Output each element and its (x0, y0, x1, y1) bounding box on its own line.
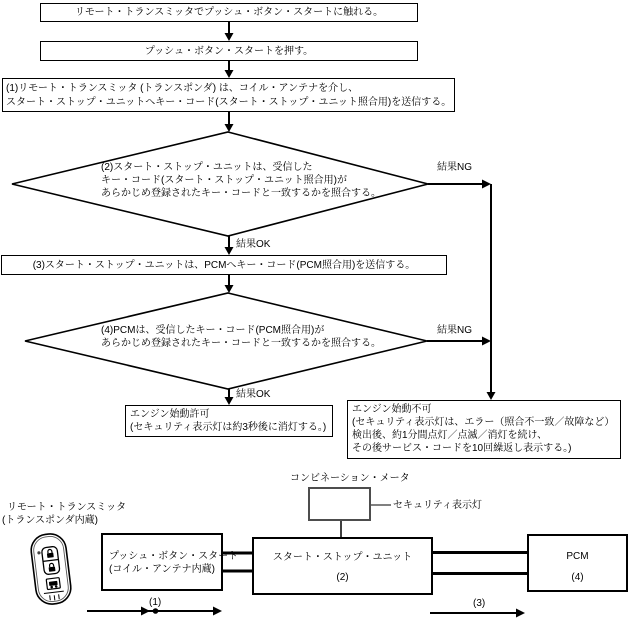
process-box-step3-text: (3)スタート・ストップ・ユニットは、PCMへキー・コード(PCM照合用)を送信する。 (32, 259, 416, 271)
push-button-start-box (101, 533, 239, 591)
start-stop-unit-number: (2) (336, 572, 349, 583)
push-button-start-line2: (コイル・アンテナ内蔵) (109, 564, 215, 575)
decision-step2-line2: キー・コード(スタート・ストップ・ユニット照合用)が (101, 175, 347, 186)
process-box-touch-text: リモート・トランスミッタでプッシュ・ボタン・スタートに触れる。 (74, 7, 384, 18)
deny-line3: 検出後、約1分間点灯／点滅／消灯を続け、 (352, 430, 548, 441)
signal-1-label: (1) (149, 597, 162, 608)
deny-line4: その後サービス・コードを10回繰返し表示する。) (352, 443, 572, 454)
process-box-step3 (1, 255, 447, 275)
result-box-engine-start-denied (347, 400, 621, 459)
process-box-touch (40, 3, 418, 22)
signal-3-label: (3) (473, 598, 486, 609)
ng-branch-lines (427, 180, 496, 401)
remote-transmitter-label-line2: (トランスポンダ内蔵) (2, 515, 98, 526)
deny-line2: (セキュリティ表示灯は、エラー（照合不一致／故障など） (352, 417, 615, 428)
decision-step2-line1: (2)スタート・ストップ・ユニットは、受信した (101, 162, 313, 173)
security-light-label: セキュリティ表示灯 (393, 500, 482, 511)
process-box-step1-line1: (1)リモート・トランスミッタ (トランスポンダ) は、コイル・アンテナを介し、 (6, 83, 359, 94)
key-fob-icon (29, 532, 72, 606)
start-stop-unit-name: スタート・ストップ・ユニット (272, 552, 413, 563)
result-ng-label-2: 結果NG (437, 325, 472, 336)
start-stop-unit-box (252, 537, 433, 595)
decision-step2-text (101, 161, 381, 200)
pcm-name: PCM (566, 551, 589, 562)
decision-step2-line3: あらかじめ登録されたキー・コードと一致するかを照合する。 (101, 188, 381, 199)
allow-line1: エンジン始動許可 (130, 409, 210, 420)
combination-meter-box (308, 487, 371, 521)
push-button-start-line1: プッシュ・ボタン・スタート (109, 551, 239, 562)
pcm-box (527, 534, 628, 592)
process-box-press-text: プッシュ・ボタン・スタートを押す。 (144, 45, 314, 57)
result-ng-label-1: 結果NG (437, 162, 472, 173)
combination-meter-label: コンビネーション・メータ (290, 473, 410, 484)
deny-line1: エンジン始動不可 (352, 404, 432, 415)
allow-line2: (セキュリティ表示灯は約3秒後に消灯する。) (130, 422, 327, 433)
remote-transmitter-label-line1: リモート・トランスミッタ (7, 502, 127, 513)
result-ok-label-2: 結果OK (236, 389, 271, 400)
process-box-step1 (2, 78, 455, 112)
process-box-press (40, 41, 418, 61)
decision-step4-line2: あらかじめ登録されたキー・コードと一致するかを照合する。 (101, 338, 381, 349)
decision-step4-text (101, 324, 381, 350)
decision-step4-line1: (4)PCMは、受信したキー・コード(PCM照合用)が (101, 325, 325, 336)
result-box-engine-start-allowed (125, 405, 333, 437)
pcm-number: (4) (571, 572, 584, 583)
result-ok-label-1: 結果OK (236, 239, 271, 250)
process-box-step1-line2: スタート・ストップ・ユニットへキー・コード(スタート・ストップ・ユニット照合用)を送信する。 (6, 97, 452, 108)
